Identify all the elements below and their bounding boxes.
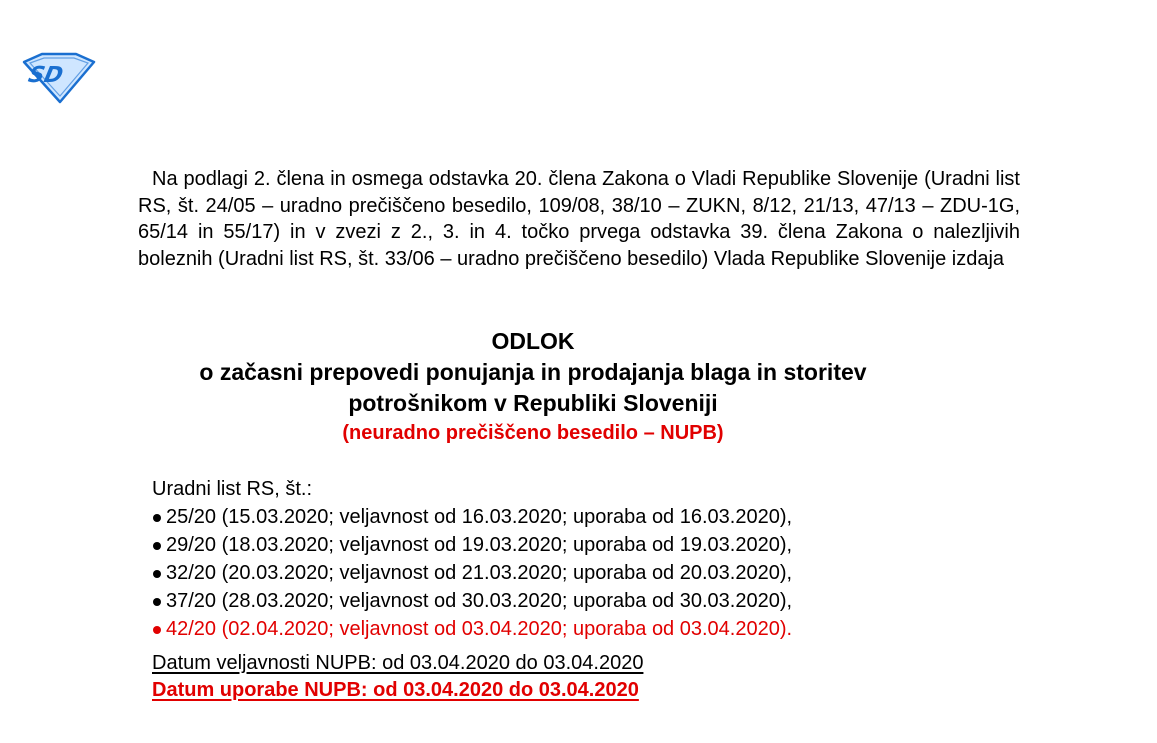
bullet-icon: [153, 598, 161, 606]
gazette-item-text: 25/20 (15.03.2020; veljavnost od 16.03.2020; uporaba od 16.03.2020),: [166, 506, 793, 528]
application-date: Datum uporabe NUPB: od 03.04.2020 do 03.04.2020: [152, 679, 639, 701]
gazette-item-text: 32/20 (20.03.2020; veljavnost od 21.03.2020; uporaba od 20.03.2020),: [166, 562, 793, 584]
validity-date: Datum veljavnosti NUPB: od 03.04.2020 do 03.04.2020: [152, 652, 644, 674]
gazette-item-text: 42/20 (02.04.2020; veljavnost od 03.04.2020; uporaba od 03.04.2020).: [166, 618, 793, 640]
gazette-item: [152, 559, 952, 587]
decree-subtitle-line-2: potrošnikom v Republiki Sloveniji: [348, 390, 718, 416]
bullet-icon: [153, 570, 161, 578]
svg-text:SD: SD: [25, 62, 66, 88]
gazette-list: [152, 503, 952, 643]
bullet-icon: [153, 626, 161, 634]
gazette-item-highlighted: [152, 615, 952, 643]
gazette-item-text: 29/20 (18.03.2020; veljavnost od 19.03.2020; uporaba od 19.03.2020),: [166, 534, 793, 556]
gazette-item: [152, 503, 952, 531]
nupb-dates: [152, 650, 643, 704]
gazette-references: [152, 475, 952, 643]
decree-title: ODLOK: [491, 328, 575, 354]
gazette-label: Uradni list RS, št.:: [152, 478, 313, 500]
decree-subtitle-line-1: o začasni prepovedi ponujanja in prodajanja blaga in storitev: [199, 359, 867, 385]
sd-shield-logo-icon: [22, 50, 96, 104]
gazette-item: [152, 531, 952, 559]
bullet-icon: [153, 542, 161, 550]
unofficial-consolidated-note: (neuradno prečiščeno besedilo – NUPB): [342, 422, 724, 444]
bullet-icon: [153, 514, 161, 522]
decree-title-block: [42, 326, 1024, 447]
preamble-paragraph: Na podlagi 2. člena in osmega odstavka 20. člena Zakona o Vladi Republike Slovenije (Uradni list RS, št. 24/05 – uradno prečiščeno besedilo, 109/08, 38/10 – ZUKN, 8/12, 21/13, 47/13 – ZDU-1G, 65/14 in 55/17) in v zvezi z 2., 3. in 4. točko prvega odstavka 39. člena Zakona o nalezljivih boleznih (Uradni list RS, št. 33/06 – uradno prečiščeno besedilo) Vlada Republike Slovenije izdaja: [138, 168, 1020, 270]
gazette-item: [152, 587, 952, 615]
gazette-item-text: 37/20 (28.03.2020; veljavnost od 30.03.2020; uporaba od 30.03.2020),: [166, 590, 793, 612]
